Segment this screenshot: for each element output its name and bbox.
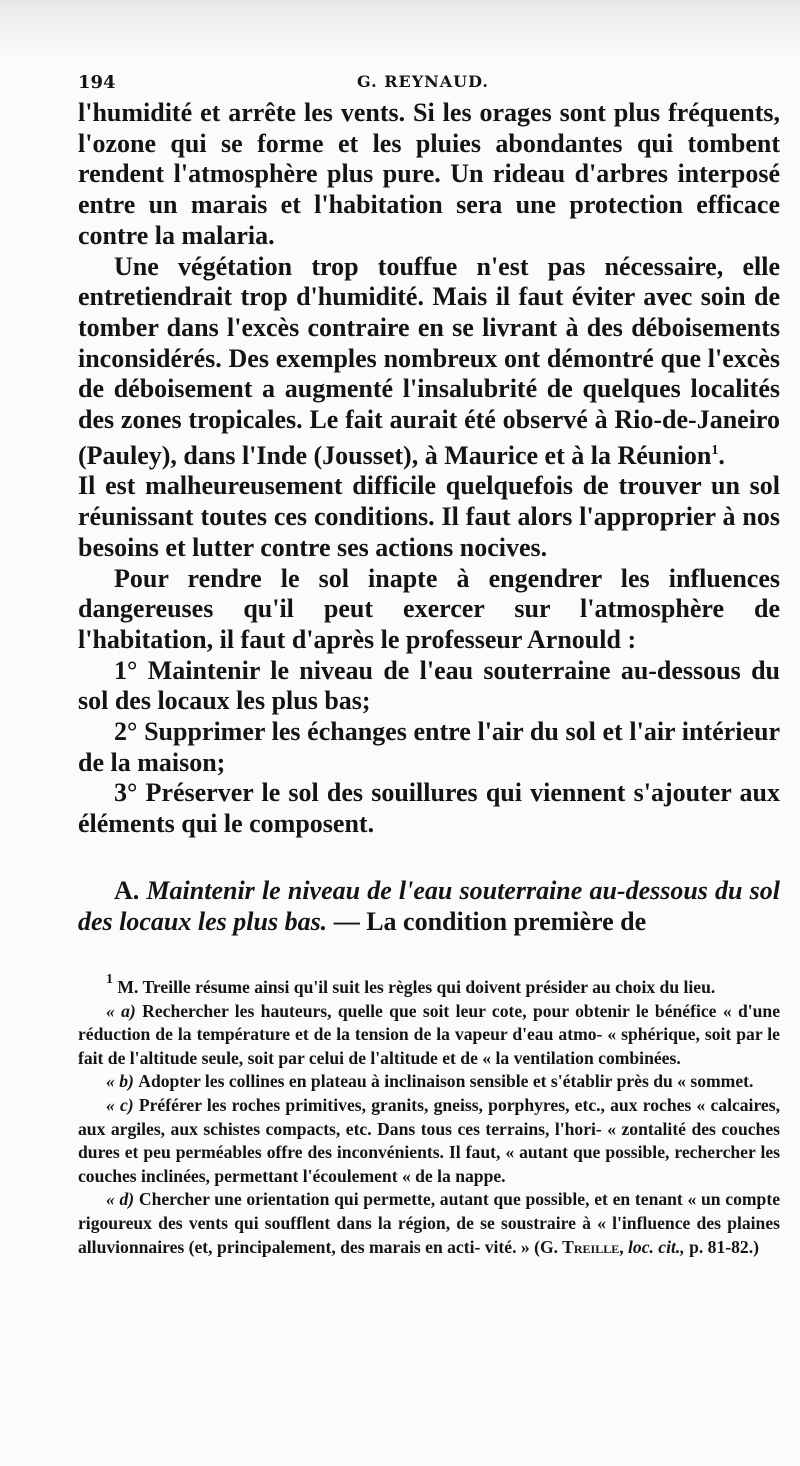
paragraph: l'humidité et arrête les vents. Si les orages sont plus fréquents, l'ozone qui se forme et les pluies abondantes qui tombent rendent l'atmosphère plus pure. Un rideau d'arbres interposé entre un marais et l'habitation sera une protection efficace contre la malaria. [78,98,780,250]
item-text: Adopter les collines en plateau à inclinaison sensible et s'établir près du « sommet. [138,1071,754,1092]
footnote-item [78,1094,780,1188]
section-letter: A. [114,875,140,905]
section-text: — La condition première de [327,906,647,936]
footnotes [78,968,780,1259]
citation-author: G. Treille, [539,1236,624,1257]
list-item: 1° Maintenir le niveau de l'eau souterraine au-dessous du sol des locaux les plus bas; [78,655,780,716]
previous-page-bleed [0,0,800,55]
section-paragraph [78,876,780,937]
item-label: « b) [106,1071,139,1092]
list-item: 2° Supprimer les échanges entre l'air du sol et l'air intérieur de la maison; [78,717,780,777]
footnote-item [78,1000,780,1071]
footnote [78,968,780,1000]
list-item: 3° Préserver le sol des souillures qui viennent s'ajouter aux éléments qui le composent. [78,778,780,839]
footnote-ref: 1 [711,442,719,458]
page-number: 194 [78,72,116,93]
running-title: G. REYNAUD. [356,72,489,91]
running-header [78,68,768,98]
footnote-intro: M. Treille résume ainsi qu'il suit les règles qui doivent présider au choix du lieu. [113,977,716,997]
item-label: « d) [106,1189,139,1210]
item-text: Préférer les roches primitives, granits, gneiss, porphyres, etc., aux roches « calcaires, aux argiles, aux schistes compacts, etc. Dans tous ces terrains, l'hori- « zontalité des couches dures et peu perméables offre des inconvénients. Il faut, « autant que possible, rechercher les couches inclinées, permettant l'écoulement « de la nappe. [78,1094,780,1186]
item-text: Rechercher les hauteurs, quelle que soit leur cote, pour obtenir le bénéfice « d'une réduction de la température et de la tension de la vapeur d'eau atmo- « sphérique, soit par le fait de l'altitude seule, soit par celui de l'altitude et de « la ventilation combinées. [78,1000,781,1068]
section-title: Maintenir le niveau de l'eau souterraine au-dessous du sol des locaux les plus bas. [78,875,781,936]
footnote-marker: 1 [106,972,113,987]
item-label: « c) [106,1094,139,1115]
paragraph-end: . [718,440,725,470]
paragraph: Il est malheureusement difficile quelquefois de trouver un sol réunissant toutes ces conditions. Il faut alors l'approprier à nos besoins et lutter contre ses actions nocives. [78,471,780,562]
footnote-item [78,1070,780,1094]
paragraph [78,252,780,472]
footnote-item [78,1188,780,1259]
main-text [78,98,780,937]
citation-pages: p. 81-82.) [684,1236,759,1257]
item-text: Chercher une orientation qui permette, autant que possible, et en tenant « un compte rigoureux des vents qui soufflent dans la région, de se soustraire à « l'influence des plaines alluvionnaires (et, principalement, des marais en acti- vité. » ( [78,1189,780,1257]
item-label: « a) [106,1000,143,1021]
citation-loc: loc. cit., [623,1236,685,1257]
paragraph-text: Une végétation trop touffue n'est pas nécessaire, elle entretiendrait trop d'humidité. Mais il faut éviter avec soin de tomber dans l'excès contraire en se livrant à des déboisements inconsidérés. Des exemples nombreux ont démontré que l'excès de déboisement a augmenté l'insalubrité de quelques localités des zones tropicales. Le fait aurait été observé à Rio-de-Janeiro (Pauley), dans l'Inde (Jousset), à Maurice et à la Réunion [78,251,780,470]
paragraph: Pour rendre le sol inapte à engendrer les influences dangereuses qu'il peut exercer sur l'atmosphère de l'habitation, il faut d'après le professeur Arnould : [78,563,780,654]
